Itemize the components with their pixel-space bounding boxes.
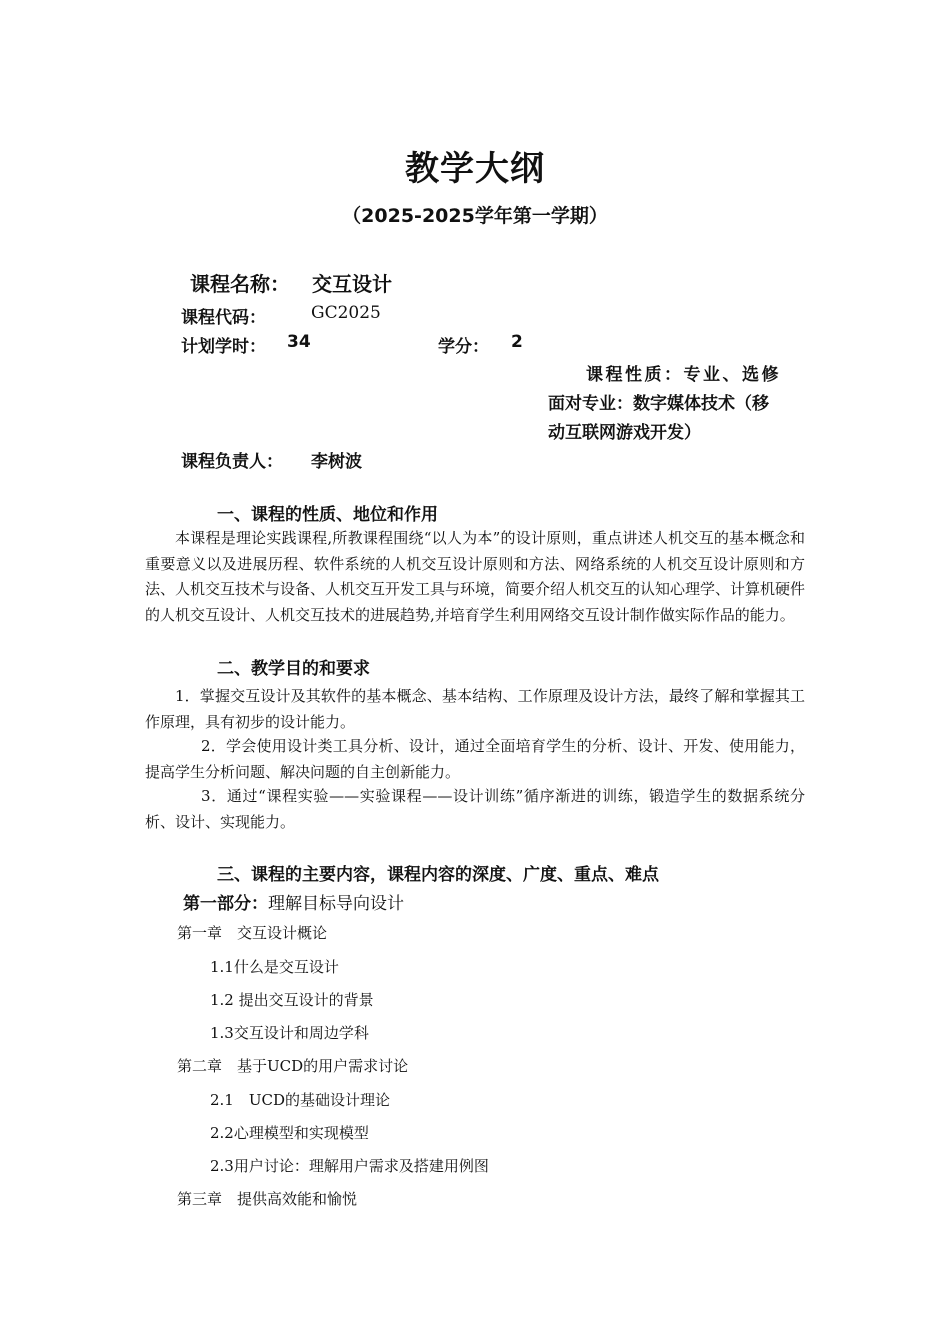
toc-chapter: 第三章 提供高效能和愉悦 [177, 1190, 358, 1208]
section1-heading: 一、课程的性质、地位和作用 [217, 505, 438, 525]
course-hours-value: 34 [287, 332, 311, 352]
course-nature: 课程性质：专业、选修 [586, 365, 781, 385]
document-title: 教学大纲 [405, 149, 545, 189]
part-one-label: 第一部分： [183, 894, 268, 914]
toc-chapter: 第二章 基于UCD的用户需求讨论 [177, 1057, 409, 1075]
toc-item: 2.3用户讨论：理解用户需求及搭建用例图 [210, 1157, 489, 1175]
toc-item: 2.2心理模型和实现模型 [210, 1124, 369, 1142]
course-owner-label: 课程负责人： [181, 452, 283, 472]
course-major-line1: 面对专业：数字媒体技术（移 [548, 394, 769, 414]
course-code-label: 课程代码： [181, 308, 266, 328]
course-hours-label: 计划学时： [181, 337, 266, 357]
section2-item: 1．掌握交互设计及其软件的基本概念、基本结构、工作原理及设计方法，最终了解和掌握其工作原理，具有初步的设计能力。 [145, 687, 805, 731]
section2-item: 2．学会使用设计类工具分析、设计，通过全面培育学生的分析、设计、开发、使用能力，提高学生分析问题、解决问题的自主创新能力。 [145, 737, 805, 781]
section2-item: 3．通过“课程实验——实验课程——设计训练”循序渐进的训练，锻造学生的数据系统分析、设计、实现能力。 [145, 787, 805, 831]
section3-heading: 三、课程的主要内容，课程内容的深度、广度、重点、难点 [217, 865, 659, 885]
toc-chapter: 第一章 交互设计概论 [177, 924, 328, 942]
toc-item: 1.1什么是交互设计 [210, 958, 339, 976]
course-major-line2: 动互联网游戏开发） [548, 423, 701, 443]
course-owner-value: 李树波 [311, 452, 362, 472]
toc-item: 1.3交互设计和周边学科 [210, 1024, 369, 1042]
part-one-title: 理解目标导向设计 [268, 894, 404, 914]
section1-body: 本课程是理论实践课程,所教课程围绕“以人为本”的设计原则，重点讲述人机交互的基本概念和重要意义以及进展历程、软件系统的人机交互设计原则和方法、网络系统的人机交互设计原则和方法、人机交互技术与设备、人机交互开发工具与环境，简要介绍人机交互的认知心理学、计算机硬件的人机交互设计、人机交互技术的进展趋势,并培育学生利用网络交互设计制作做实际作品的能力。 [145, 529, 806, 624]
course-name-value: 交互设计 [312, 272, 392, 296]
toc-item: 1.2 提出交互设计的背景 [210, 991, 374, 1009]
toc-item: 2.1 UCD的基础设计理论 [210, 1091, 391, 1109]
document-subtitle: （2025-2025学年第一学期） [342, 205, 608, 227]
course-credit-label: 学分： [438, 337, 489, 357]
course-name-label: 课程名称： [190, 272, 290, 296]
course-code-value: GC2025 [311, 303, 381, 323]
course-credit-value: 2 [511, 332, 523, 352]
section2-heading: 二、教学目的和要求 [217, 659, 370, 679]
part-one-heading [183, 889, 404, 914]
